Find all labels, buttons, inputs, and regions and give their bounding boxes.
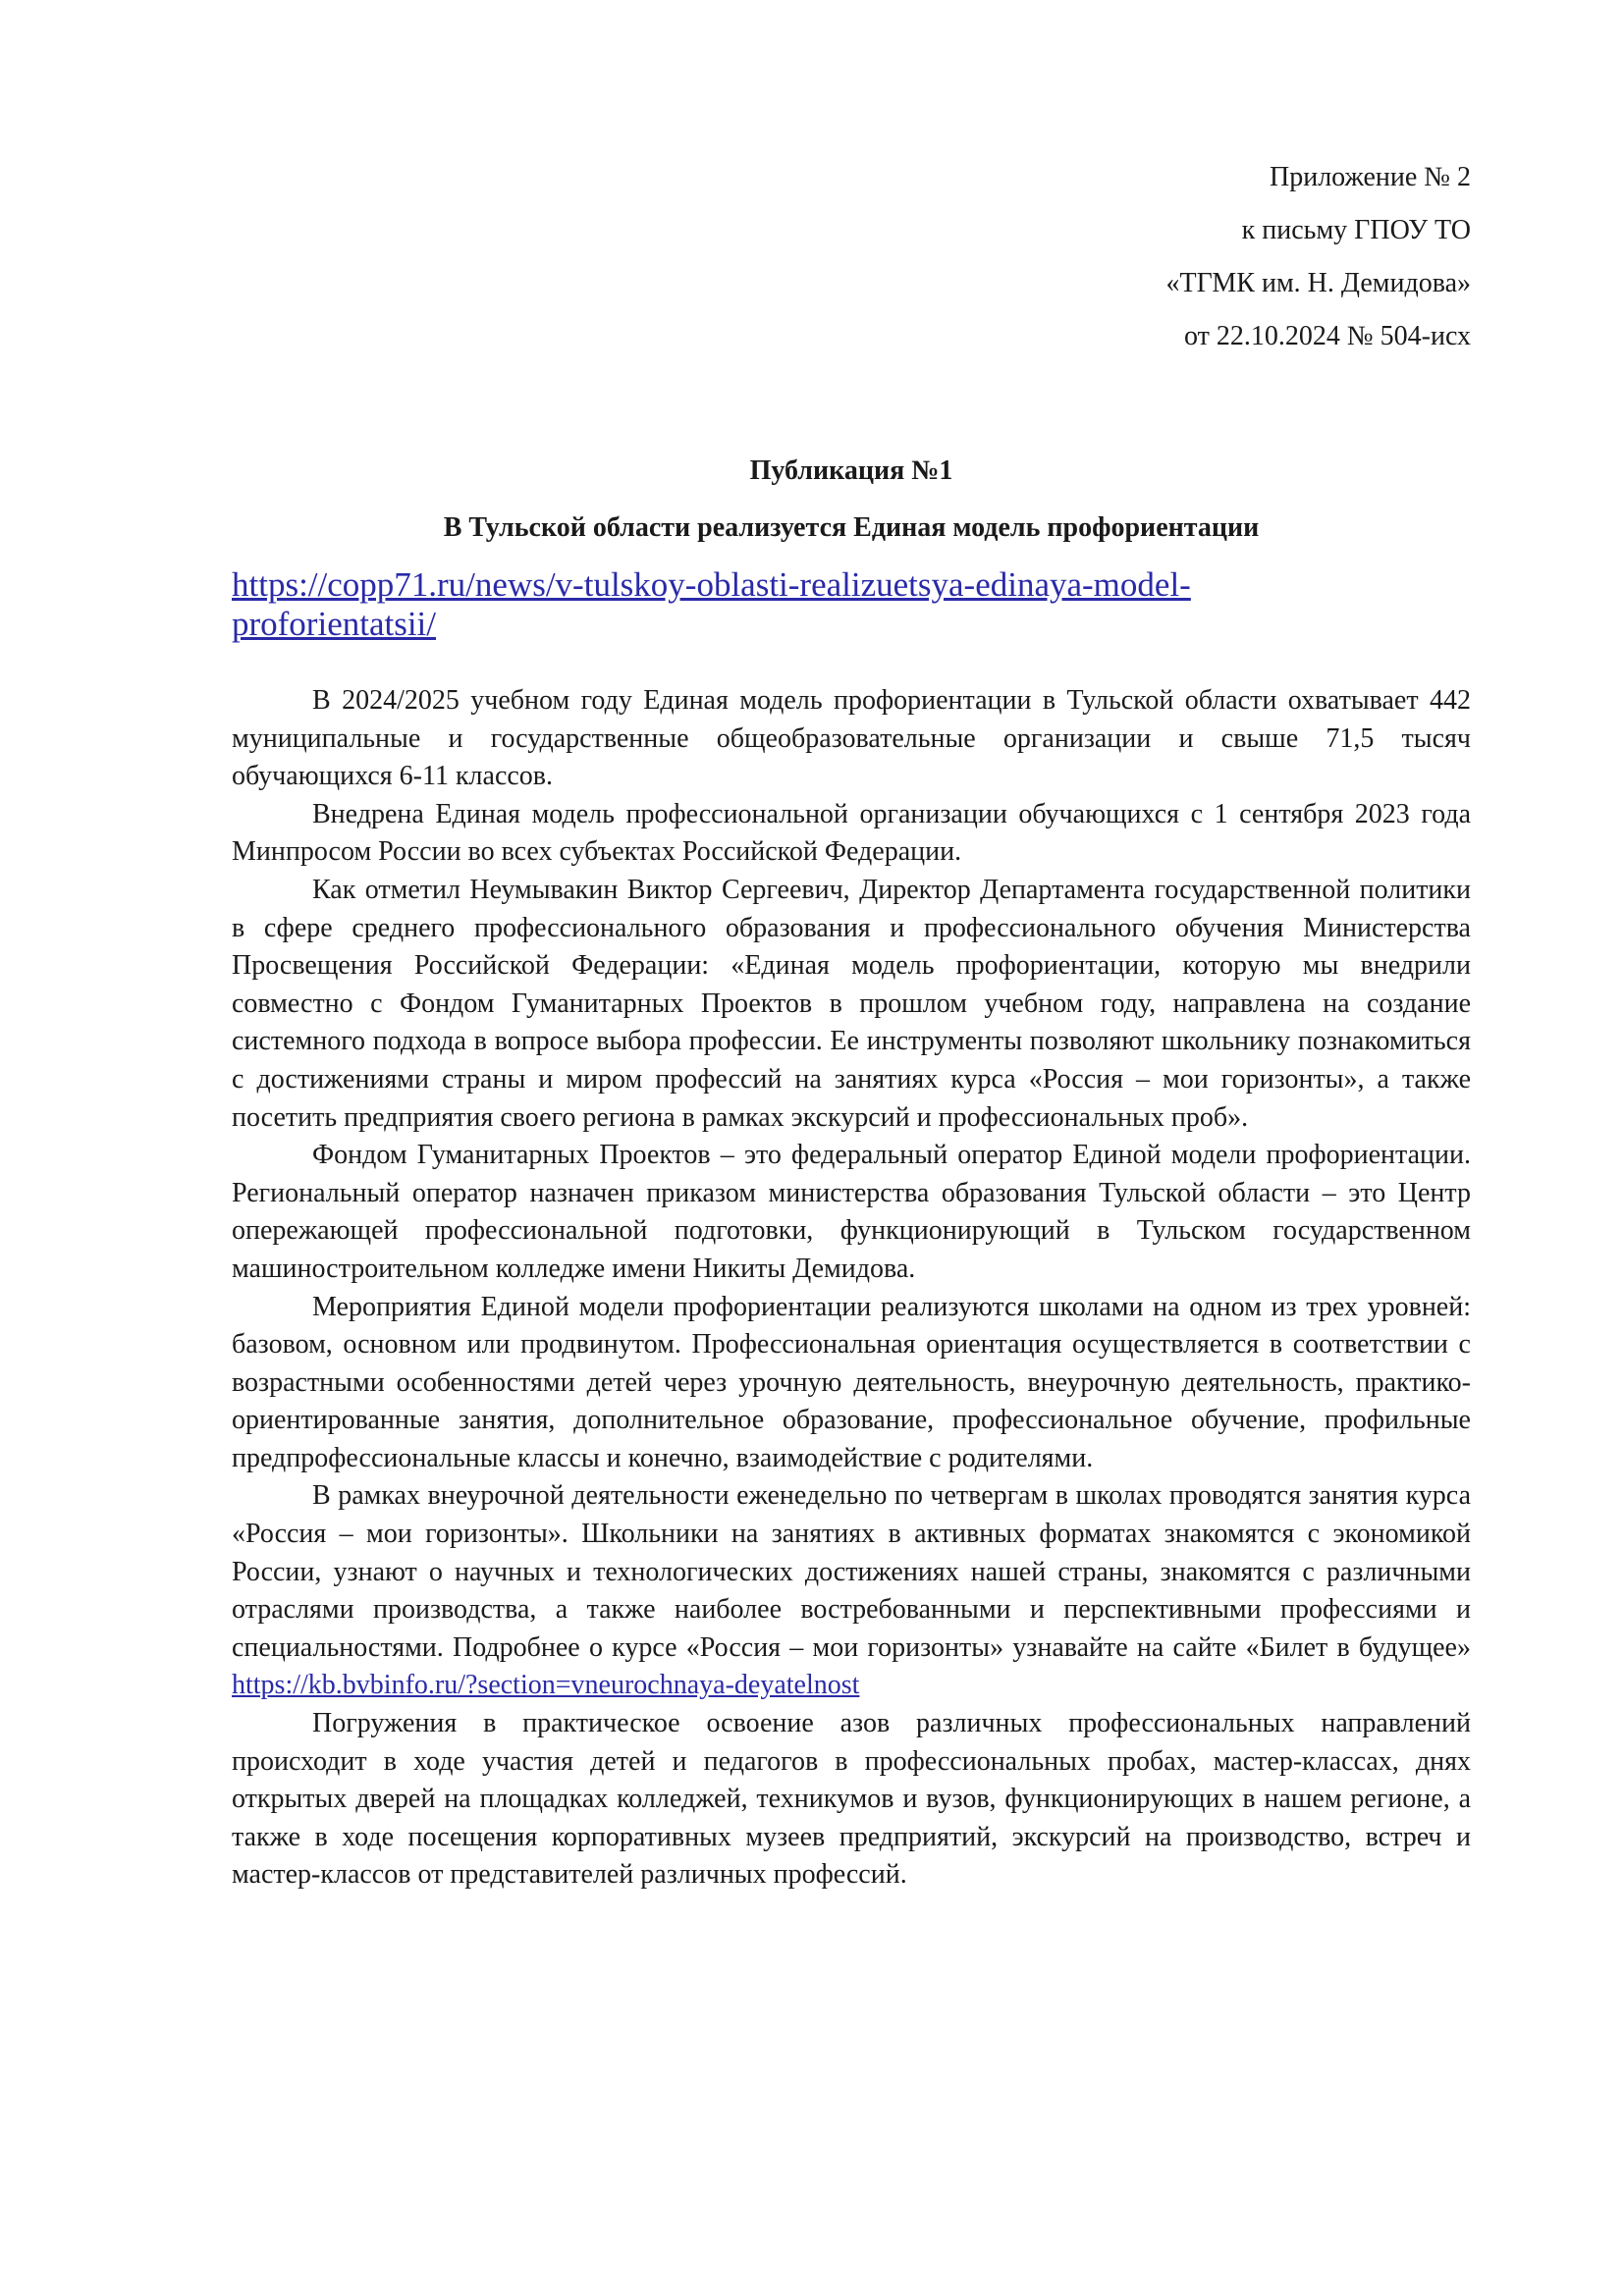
paragraph-6-text: В рамках внеурочной деятельности еженедельно по четвергам в школах проводятся занятия курса «Россия – мои горизонты». Школьники на занятиях в активных форматах знакомятся с экономикой России, узнают о научных и технологических достижениях нашей страны, знакомятся с различными отраслями производства, а также наиболее востребованными и перспективными профессиями и специальностями. Подробнее о курсе «Россия – мои горизонты» узнавайте на сайте «Билет в будущее» [232,1480,1471,1663]
publication-number: Публикация №1 [749,455,953,486]
source-link[interactable] [232,565,1361,644]
paragraph-7: Погружения в практическое освоение азов различных профессиональных направлений происходит в ходе участия детей и педагогов в профессиональных пробах, мастер-классах, днях открытых дверей на площадках колледжей, техникумов и вузов, функционирующих в нашем регионе, а также в ходе посещения корпоративных музеев предприятий, экскурсий на производство, встреч и мастер-классов от представителей различных профессий. [232,1708,1471,1891]
paragraph-1: В 2024/2025 учебном году Единая модель профориентации в Тульской области охватывает 442 муниципальные и государственные общеобразовательные организации и свыше 71,5 тысяч обучающихся 6-11 классов. [232,685,1471,792]
source-link-line-1: https://copp71.ru/news/v-tulskoy-oblasti-realizuetsya-edinaya-model- [232,565,1191,604]
appendix-date: от 22.10.2024 № 504-исх [1184,321,1471,351]
appendix-number: Приложение № 2 [1270,162,1471,192]
article-body [232,682,1471,1895]
course-link[interactable]: https://kb.bvbinfo.ru/?section=vneurochnaya-deyatelnost [232,1670,860,1701]
paragraph-4: Фондом Гуманитарных Проектов – это федеральный оператор Единой модели профориентации. Региональный оператор назначен приказом министерства образования Тульской области – это Центр опережающей профессиональной подготовки, функционирующий в Тульском государственном машиностроительном колледже имени Никиты Демидова. [232,1140,1471,1284]
paragraph-5: Мероприятия Единой модели профориентации реализуются школами на одном из трех уровней: базовом, основном или продвинутом. Профессиональная ориентация осуществляется в соответствии с возрастными особенностями детей через урочную деятельность, внеурочную деятельность, практико-ориентированные занятия, дополнительное образование, профессиональное обучение, профильные предпрофессиональные классы и конечно, взаимодействие с родителями. [232,1291,1471,1473]
source-link-line-2: proforientatsii/ [232,605,437,643]
paragraph-6 [232,1477,1471,1705]
appendix-header [1165,151,1471,363]
appendix-letter-ref: к письму ГПОУ ТО [1241,215,1471,245]
publication-title: В Тульской области реализуется Единая модель профориентации [443,512,1260,543]
appendix-organization: «ТГМК им. Н. Демидова» [1165,268,1471,298]
paragraph-2: Внедрена Единая модель профессиональной организации обучающихся с 1 сентября 2023 года Минпросом России во всех субъектах Российской Федерации. [232,798,1471,868]
paragraph-3: Как отметил Неумывакин Виктор Сергеевич, Директор Департамента государственной политики в сфере среднего профессионального образования и профессионального обучения Министерства Просвещения Российской Федерации: «Единая модель профориентации, которую мы внедрили совместно с Фондом Гуманитарных Проектов в прошлом учебном году, направлена на создание системного подхода в вопросе выбора профессии. Ее инструменты позволяют школьнику познакомиться с достижениями страны и миром профессий на занятиях курса «Россия – мои горизонты», а также посетить предприятия своего региона в рамках экскурсий и профессиональных проб». [232,874,1471,1133]
